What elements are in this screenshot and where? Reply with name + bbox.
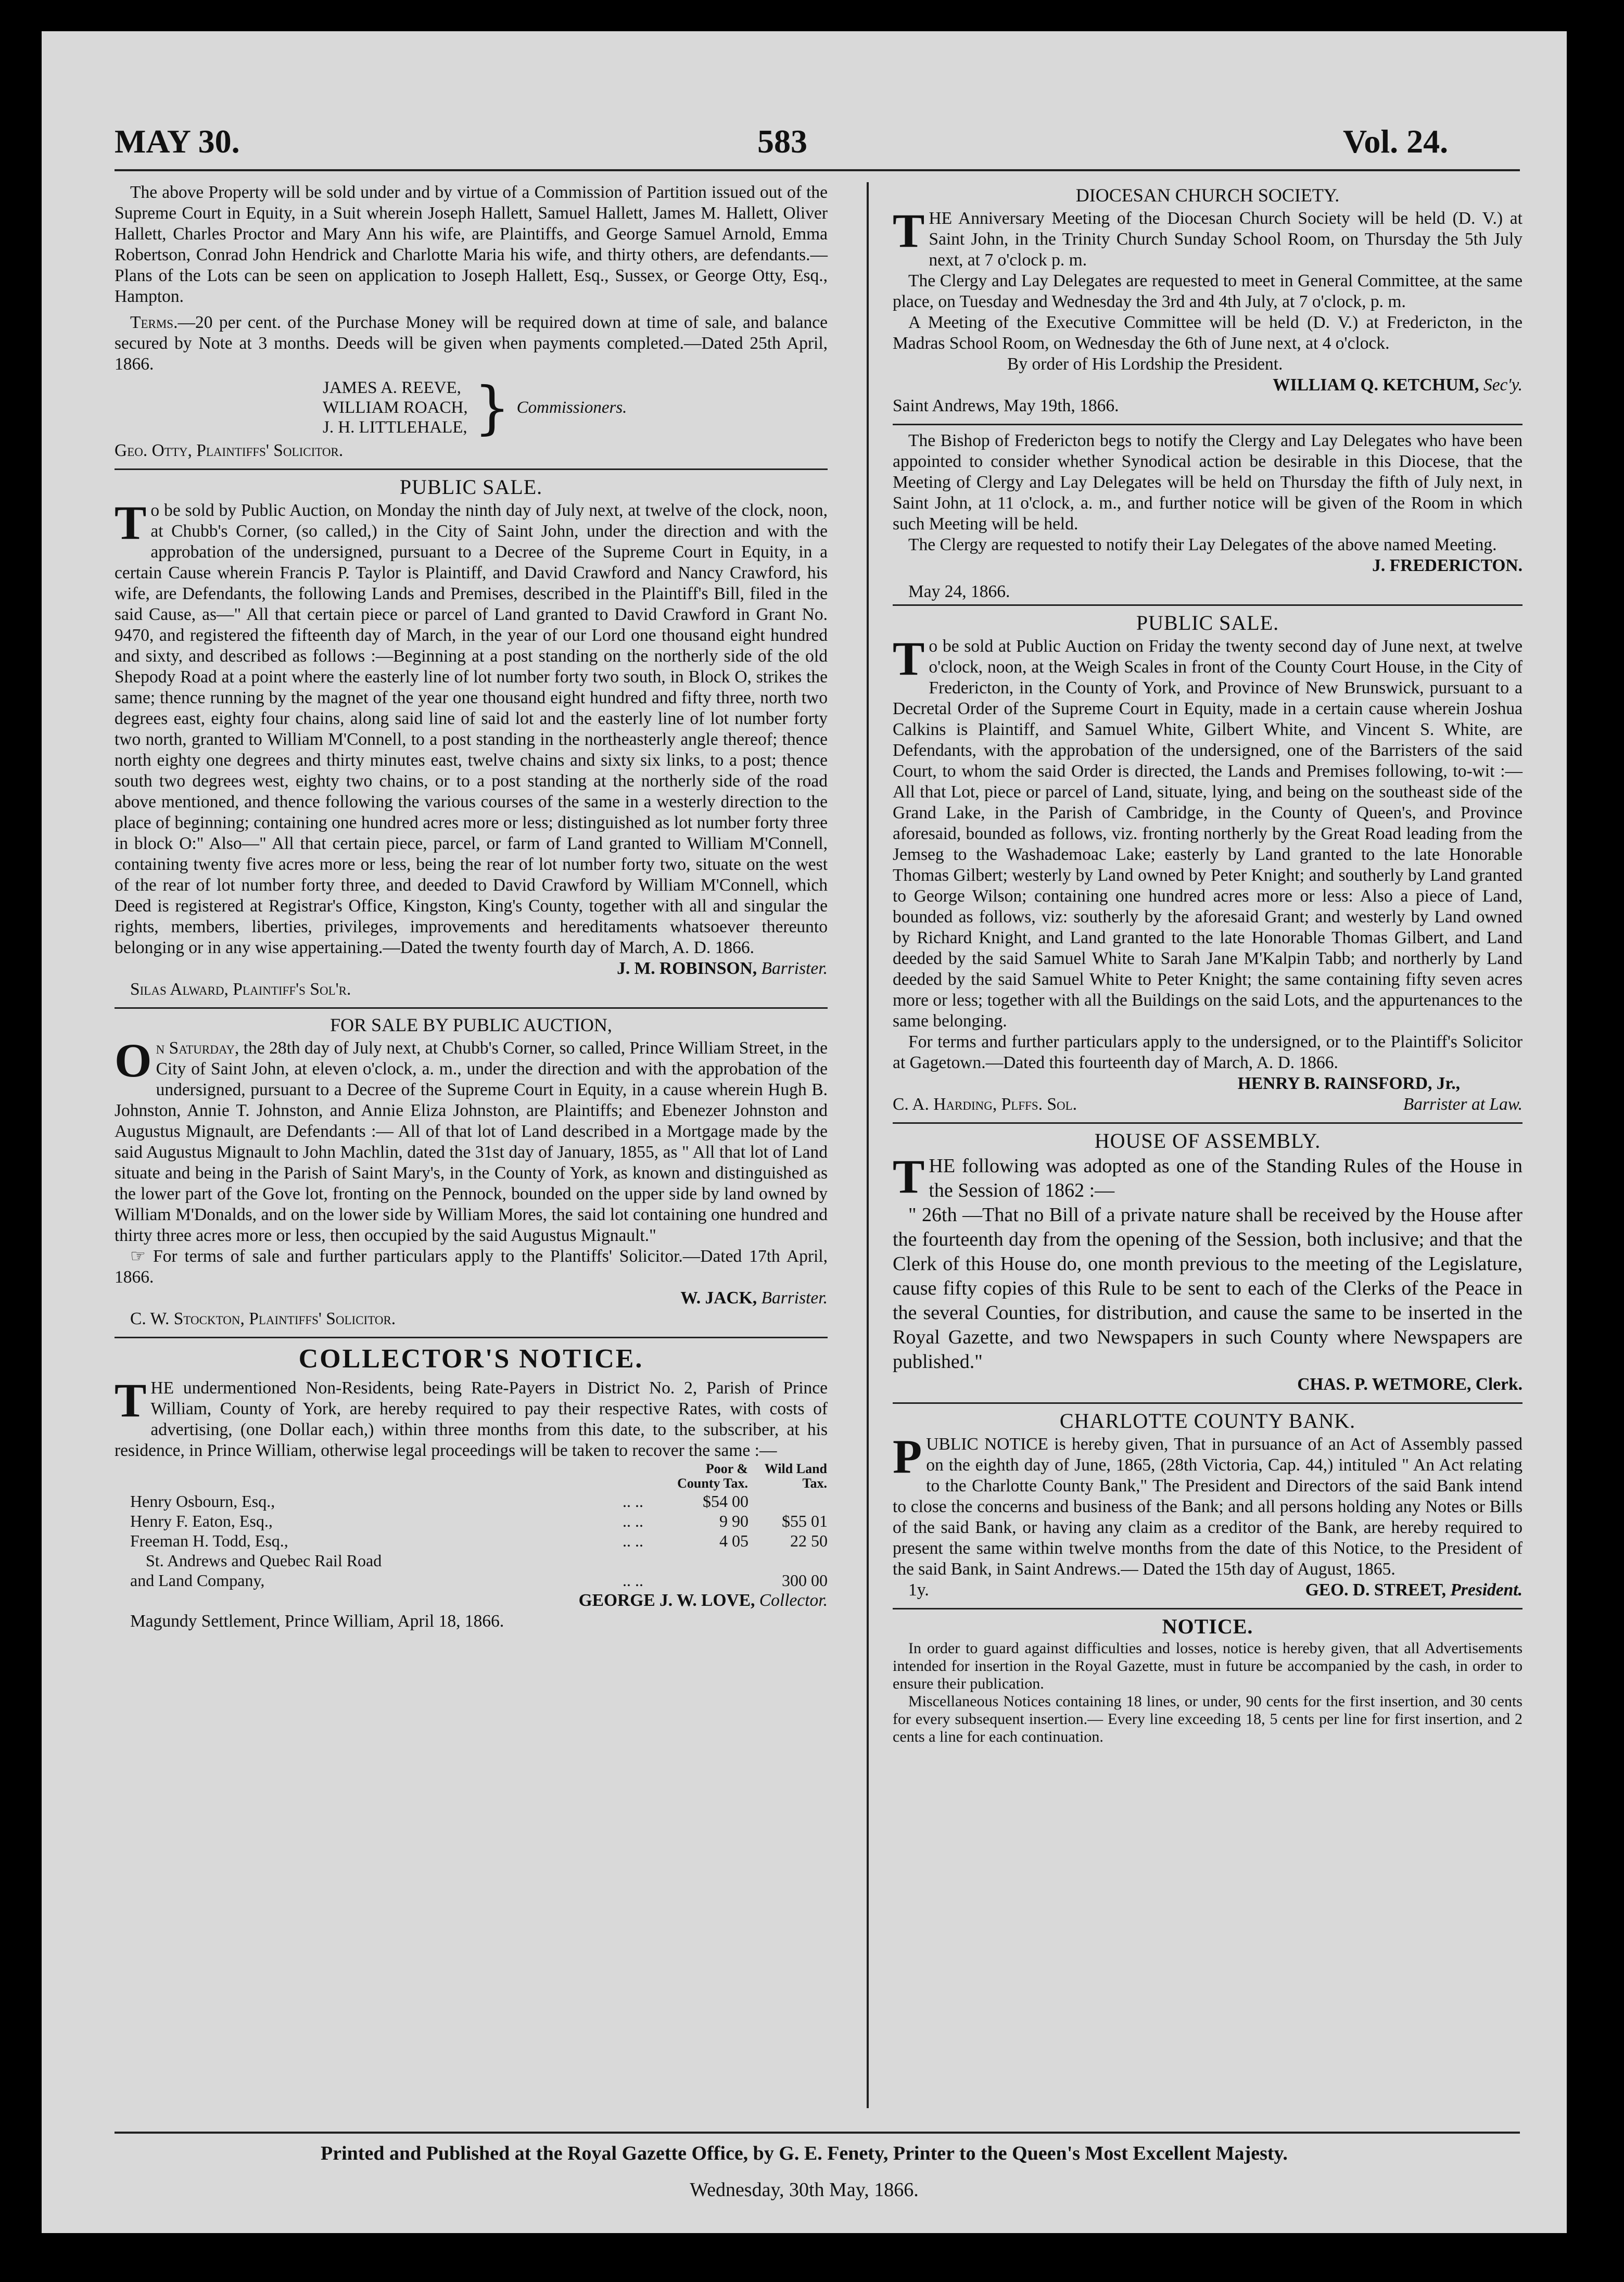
public-sale-notice-left: [115, 475, 828, 1000]
table-row: Freeman H. Todd, Esq., .. .. 4 05 22 50: [130, 1531, 828, 1550]
separator: [893, 1122, 1522, 1124]
header-page-number: 583: [757, 123, 807, 160]
commissioner-names: JAMES A. REEVE, WILLIAM ROACH, J. H. LITTLEHALE,: [323, 378, 468, 437]
public-sale-title: PUBLIC SALE.: [399, 475, 543, 499]
public-sale-footer: C. A. Harding, Plffs. Sol. Barrister at Law.: [893, 1095, 1522, 1114]
table-header: [115, 1461, 828, 1491]
assembly-title: HOUSE OF ASSEMBLY.: [1094, 1129, 1321, 1152]
assembly-notice: HOUSE OF ASSEMBLY. THE following was adopted as one of the Standing Rules of the House in the Session of 1862 :— " 26th —That no Bill of a private nature shall be received by the House after the fourteenth day from the opening of the Session, both inclusive; and that the Clerk of this House do, one month previous to the meeting of the Legislature, cause fifty copies of this Rule to be sent to each of the Clerks of the Peace in the several Counties, for distribution, and cause the same to be inserted in the Royal Gazette, and two Newspapers in such County where Newspapers are published." CHAS. P. WETMORE, Clerk.: [893, 1129, 1522, 1394]
diocesan-notice: DIOCESAN CHURCH SOCIETY. THE Anniversary Meeting of the Diocesan Church Society will be held (D. V.) at Saint John, in the Trinity Church Sunday School Room, on Thursday the 5th July next, at 7 o'clock p. m. The Clergy and Lay Delegates are requested to meet in General Committee, at the same place, on Tuesday and Wednesday the 3rd and 4th July, at 7 o'clock, p. m. A Meeting of the Executive Committee will be held (D. V.) at Fredericton, in the Madras School Room, on Wednesday the 6th of June next, at 4 o'clock. By order of His Lordship the President. WILLIAM Q. KETCHUM, Sec'y. Saint Andrews, May 19th, 1866.: [893, 185, 1522, 415]
newspaper-page: [42, 31, 1567, 2233]
diocesan-order: By order of His Lordship the President.: [1007, 354, 1283, 374]
partition-terms: Terms.—20 per cent. of the Purchase Money will be required down at time of sale, and balance secured by Note at 3 months. Deeds will be given when payments completed.—Dated 25th April, 1866.: [115, 313, 828, 374]
dropcap: T: [893, 1150, 925, 1203]
separator: [893, 424, 1522, 425]
page-header: [42, 122, 1567, 164]
bank-title: CHARLOTTE COUNTY BANK.: [1059, 1409, 1356, 1432]
public-sale-notice-right: PUBLIC SALE. To be sold at Public Auction on Friday the twenty second day of June next, at twelve o'clock, noon, at the Weigh Scales in front of the County Court House, in the City of Fredericton, in the County of York, and Province of New Brunswick, pursuant to a Decretal Order of the Supreme Court in Equity, made in a certain cause wherein Joshua Calkins is Plaintiff, and Samuel White, Gilbert White, and Vincent S. White, are Defendants, with the approbation of the undersigned, one of the Barristers of the said Court, to whom the said Order is directed, the Lands and Premises following, to-wit :—All that Lot, piece or parcel of Land, situate, lying, and being on the southeast side of the Grand Lake, in the Parish of Cambridge, in the County of Queen's, and Province aforesaid, bounded as follows, viz. fronting northerly by the Great Road leading from the Jemseg to the Washademoac Lake; easterly by Land granted to the late Honorable Thomas Gilbert; westerly by Land owned by Peter Knight; and southerly by Land granted to George Wilson; containing one hundred acres more or less: Also a piece of Land, bounded as follows, viz: southerly by the aforesaid Grant; and westerly by Land owned by Richard Knight, and Land granted to the late Honorable Thomas Gilbert, and Land deeded by the said Samuel White to Sarah Jane M'Kalpin Tabb; and northerly by Land deeded by the said Samuel White to Peter Knight; the same containing fifty seven acres more or less; together with all the Buildings on the said Lots, and the appurtenances to the same belonging. For terms and further particulars apply to the undersigned, or to the Plaintiff's Solicitor at Gagetown.—Dated this fourteenth day of March, A. D. 1866. HENRY B. RAINSFORD, Jr., C. A. Harding, Plffs. Sol. Barrister at Law.: [893, 611, 1522, 1114]
dropcap: P: [893, 1430, 922, 1483]
diocesan-secretary: WILLIAM Q. KETCHUM, Sec'y.: [1273, 375, 1522, 395]
partition-solicitor: Geo. Otty, Plaintiffs' Solicitor.: [115, 441, 344, 460]
bishop-dated: May 24, 1866.: [908, 582, 1010, 601]
assembly-signature: CHAS. P. WETMORE, Clerk.: [1297, 1375, 1522, 1394]
separator: [115, 1007, 828, 1009]
auction-barrister: W. JACK, Barrister.: [680, 1288, 828, 1308]
public-sale-title: PUBLIC SALE.: [1136, 611, 1279, 635]
collector-notice: [115, 1343, 828, 1632]
separator: [893, 1608, 1522, 1609]
dropcap: T: [115, 1374, 147, 1427]
notice-title: NOTICE.: [1162, 1615, 1253, 1638]
table-row: St. Andrews and Quebec Rail Road: [146, 1551, 382, 1570]
auction-title: FOR SALE BY PUBLIC AUCTION,: [330, 1015, 612, 1035]
public-sale-barrister: J. M. ROBINSON, Barrister.: [617, 959, 828, 978]
left-column: [115, 182, 828, 1632]
public-sale-text: o be sold by Public Auction, on Monday the ninth day of July next, at twelve of the clock, noon, at Chubb's Corner, (so called,) in the City of Saint John, under the direction and with the approbation of the undersigned, pursuant to a Decree of the Supreme Court in Equity, in a certain Cause wherein Francis P. Taylor is Plaintiff, and David Crawford and Nancy Crawford, his wife, are Defendants, the following Lands and Premises, described in the Plaintiff's Bill, filed in the said Cause, as—" All that certain piece or parcel of Land granted to David Crawford in Grant No. 9470, and registered the fifteenth day of March, in the year of our Lord one thousand eight hundred and sixty, and described as follows :—Beginning at a post standing on the northerly side of the old Shepody Road at a point where the easterly line of lot number forty two south, in Block O, strikes the same; thence running by the magnet of the year one thousand eight hundred and fifty three, north two degrees east, eighty four chains, along said line of said lot and the easterly line of lot number forty two north, granted to William M'Connell, to a post standing in the northeasterly angle thereof; thence north eighty one degrees and thirty minutes east, twelve chains and sixty six links, to a post; thence south two degrees west, eighty two chains, or to a post standing at the northerly side of the road above mentioned, and thence following the various courses of the same in a westerly direction to the place of beginning; containing one hundred acres more or less; distinguished as lot number forty three in block O:" Also—" All that certain piece, parcel, or farm of Land granted to William M'Connell, containing twenty five acres more or less, being the rear of lot number forty two, situate on the west of the rear of lot number forty three, and deeded to David Crawford by William M'Connell, which Deed is registered at Registrar's Office, Kingston, King's County, together with all and singular the rights, members, liberties, privileges, improvements and hereditaments whatsoever thereunto belonging or in any wise appertaining.—Dated the twenty fourth day of March, A. D. 1866.: [115, 501, 828, 957]
rates-table: [115, 1461, 828, 1590]
separator: [115, 1337, 828, 1338]
public-sale-solicitor: Silas Alward, Plaintiff's Sol'r.: [130, 980, 351, 999]
bishop-notice: The Bishop of Fredericton begs to notify the Clergy and Lay Delegates who have been appointed to consider whether Synodical action be desirable in this Diocese, that the Meeting of Clergy and Lay Delegates will be held on Thursday the fifth of July next, in Saint John, at 11 o'clock, a. m., and further notice will be given of the Room in which such Meeting will be held. The Clergy are requested to notify their Lay Delegates of the above named Meeting. J. FREDERICTON. May 24, 1866.: [893, 431, 1522, 601]
column-divider: [867, 182, 869, 2108]
poor-tax-header: Poor & County Tax.: [677, 1461, 748, 1491]
auction-solicitor: C. W. Stockton, Plaintiffs' Solicitor.: [130, 1309, 396, 1328]
partition-notice: [115, 182, 828, 461]
collector-dated: Magundy Settlement, Prince William, April 18, 1866.: [130, 1612, 504, 1631]
auction-text: the 28th day of July next, at Chubb's Corner, so called, Prince William Street, in the City of Saint John, at eleven o'clock, a. m., under the direction and with the approbation of the undersigned, pursuant to a Decree of the Supreme Court in Equity, in a cause wherein Hugh B. Johnston, Annie T. Johnston, and Annie Eliza Johnston, are Plaintiffs; and Ebenezer Johnston and Augustus Mignault, are Defendants :— All of that lot of Land described in a Mortgage made by the said Augustus Mignault to John Machlin, dated the 31st day of January, 1855, as " All that lot of Land situate and being in the Parish of Saint Mary's, in the County of York, as known and distinguished as the lower part of the Gove lot, fronting on the Pennock, bounded on the upper side by land owned by William M'Donalds, and on the lower side by William Mores, the said lot containing one hundred and thirty three acres more or less, then occupied by the said Augustus Mignault.": [115, 1038, 828, 1245]
collector-signature: GEORGE J. W. LOVE, Collector.: [578, 1591, 828, 1610]
table-row: and Land Company, .. .. 300 00: [130, 1571, 828, 1590]
bank-signature: 1y. GEO. D. STREET, President.: [908, 1580, 1522, 1600]
header-volume: Vol. 24.: [1343, 123, 1449, 160]
diocesan-dated: Saint Andrews, May 19th, 1866.: [893, 396, 1119, 415]
printer-line: Printed and Published at the Royal Gazette Office, by G. E. Fenety, Printer to the Queen's Most Excellent Majesty.: [321, 2142, 1288, 2164]
separator: [893, 604, 1522, 606]
dropcap: T: [893, 204, 925, 257]
separator: [893, 1402, 1522, 1404]
brace-glyph: }: [474, 374, 511, 441]
table-row: Henry F. Eaton, Esq., .. .. 9 90 $55 01: [130, 1512, 828, 1530]
table-row: Henry Osbourn, Esq., .. .. $54 00: [130, 1492, 748, 1511]
public-sale-barrister: HENRY B. RAINSFORD, Jr.,: [1237, 1074, 1460, 1093]
auction-terms: ☞ For terms of sale and further particulars apply to the Plantiffs' Solicitor.—Dated 17th April, 1866.: [115, 1247, 828, 1287]
commissioners-block: [323, 374, 828, 441]
wild-land-header: Wild Land Tax.: [764, 1461, 827, 1491]
partition-text: The above Property will be sold under and by virtue of a Commission of Partition issued out of the Supreme Court in Equity, in a Suit wherein Joseph Hallett, Samuel Hallett, James M. Hallett, Oliver Hallett, Charles Proctor and Mary Ann his wife, are Plaintiffs, and George Samuel Arnold, Emma Robertson, Conrad John Hendrick and Charlotte Maria his wife, and thirty others, are defendants.—Plans of the Lots can be seen on application to Joseph Hallett, Esq., Sussex, or George Otty, Esq., Hampton.: [115, 183, 828, 306]
auction-notice: FOR SALE BY PUBLIC AUCTION, On Saturday, the 28th day of July next, at Chubb's Corner, so called, Prince William Street, in the City of Saint John, at eleven o'clock, a. m., under the direction and with the approbation of the undersigned, pursuant to a Decree of the Supreme Court in Equity, in a cause wherein Hugh B. Johnston, Annie T. Johnston, and Annie Eliza Johnston, are Plaintiffs; and Ebenezer Johnston and Augustus Mignault, are Defendants :— All of that lot of Land described in a Mortgage made by the said Augustus Mignault to John Machlin, dated the 31st day of January, 1855, as " All that lot of Land situate and being in the Parish of Saint Mary's, in the County of York, as known and distinguished as the lower part of the Gove lot, fronting on the Pennock, bounded on the upper side by land owned by William M'Donalds, and on the lower side by William Mores, the said lot containing one hundred and thirty three acres more or less, then occupied by the said Augustus Mignault." ☞ For terms of sale and further particulars apply to the Plantiffs' Solicitor.—Dated 17th April, 1866. W. JACK, Barrister. C. W. Stockton, Plaintiffs' Solicitor.: [115, 1015, 828, 1328]
issue-date: Wednesday, 30th May, 1866.: [690, 2179, 919, 2201]
pointing-hand-icon: ☞: [130, 1247, 153, 1266]
commissioners-label: Commissioners.: [516, 398, 627, 417]
diocesan-title: DIOCESAN CHURCH SOCIETY.: [1075, 185, 1340, 206]
dropcap: T: [893, 632, 925, 685]
dropcap: T: [115, 496, 147, 549]
header-rule: [115, 169, 1520, 171]
dropcap: O: [115, 1034, 152, 1087]
footer-rule: [115, 2132, 1520, 2134]
separator: [115, 468, 828, 470]
bishop-signature: J. FREDERICTON.: [1372, 556, 1522, 575]
collector-title: COLLECTOR'S NOTICE.: [298, 1344, 644, 1374]
cash-notice: NOTICE. In order to guard against difficulties and losses, notice is hereby given, that all Advertisements intended for insertion in the Royal Gazette, must in future be accompanied by the cash, in order to ensure their publication. Miscellaneous Notices containing 18 lines, or under, 90 cents for the first insertion, and 30 cents for every subsequent insertion.— Every line exceeding 18, 5 cents per line for first insertion, and 2 cents a line for each continuation.: [893, 1615, 1522, 1745]
bank-notice: CHARLOTTE COUNTY BANK. PUBLIC NOTICE is hereby given, That in pursuance of an Act of Assembly passed on the eighth day of June, 1865, (28th Victoria, Cap. 44,) intituled " An Act relating to the Charlotte County Bank," The President and Directors of the said Bank intend to close the concerns and business of the Bank; and all persons holding any Notes or Bills of the said Bank, or having any claim as a creditor of the Bank, are hereby required to present the same within twelve months from the date of this Notice, to the President of the said Bank, in Saint Andrews.— Dated the 15th day of August, 1865. 1y. GEO. D. STREET, President.: [893, 1409, 1522, 1600]
header-date: MAY 30.: [115, 123, 240, 160]
right-column: [893, 182, 1522, 1746]
collector-text: HE undermentioned Non-Residents, being Rate-Payers in District No. 2, Parish of Prince William, County of York, are hereby required to pay their respective Rates, with costs of advertising, (one Dollar each,) within three months from this date, to the subscriber, at his residence, in Prince William, otherwise legal proceedings will be taken to recover the same :—: [115, 1378, 828, 1460]
